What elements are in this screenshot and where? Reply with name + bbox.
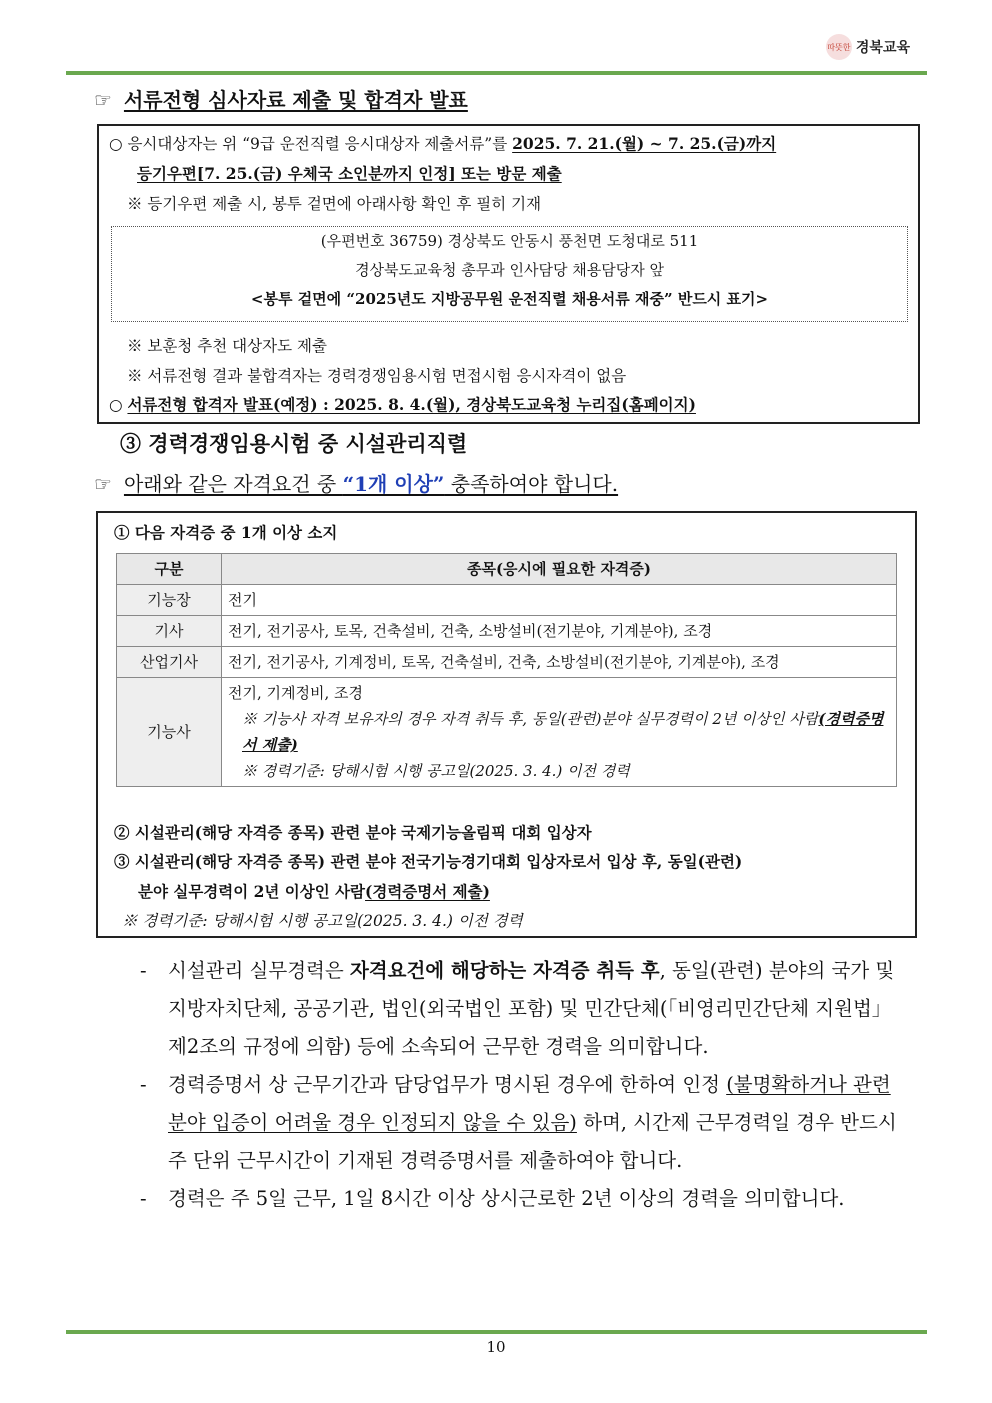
bullet-item: - 경력은 주 5일 근무, 1일 8시간 이상 상시근로한 2년 이상의 경력을 의미합니다. <box>140 1187 845 1210</box>
section1-heading <box>94 84 468 113</box>
qual-item1: ① 다음 자격증 중 1개 이상 소지 <box>114 523 338 542</box>
qualification-box <box>96 511 917 938</box>
header-logo <box>826 34 910 60</box>
section1-title: 서류전형 심사자료 제출 및 합격자 발표 <box>123 88 468 112</box>
table-row <box>117 647 897 678</box>
table-header-category: 구분 <box>117 554 222 585</box>
craftsman-items: 전기, 기계정비, 조경 <box>228 684 363 702</box>
qual-item3-emphasis: (경력증명서 제출) <box>365 882 490 901</box>
table-header-row <box>117 554 897 585</box>
section2-heading: ③ 경력경쟁임용시험 중 시설관리직렬 <box>120 431 468 456</box>
submission-note-envelope: ※ 등기우편 제출 시, 봉투 겉면에 아래사항 확인 후 필히 기재 <box>127 195 542 213</box>
submission-line1: ○ 응시대상자는 위 “9급 운전직렬 응시대상자 제출서류”를 2025. 7. 21.(월) ~ 7. 25.(금)까지 <box>109 134 777 153</box>
bottom-rule <box>66 1330 927 1334</box>
qual-item3-cont: 분야 실무경력이 2년 이상인 사람(경력증명서 제출) <box>138 882 490 901</box>
logo-emblem: 따뜻한 <box>826 34 852 60</box>
table-cell-items: 전기 <box>222 585 897 616</box>
qual-footnote: ※ 경력기준: 당해시험 시행 공고일(2025. 3. 4.) 이전 경력 <box>122 912 523 930</box>
requirement-line: ☞ 아래와 같은 자격요건 중 “1개 이상” 충족하여야 합니다. <box>94 472 619 496</box>
qual-item2: ② 시설관리(해당 자격증 종목) 관련 분야 국제기능올림픽 대회 입상자 <box>114 823 592 842</box>
table-cell-category: 산업기사 <box>117 647 222 678</box>
announcement-line: ○ 서류전형 합격자 발표(예정) : 2025. 8. 4.(월), 경상북도교육청 누리집(홈페이지) <box>109 395 696 414</box>
table-row <box>117 585 897 616</box>
submission-period: 2025. 7. 21.(월) ~ 7. 25.(금)까지 <box>512 134 777 153</box>
announcement-text: 서류전형 합격자 발표(예정) : 2025. 8. 4.(월), 경상북도교육청 누리집(홈페이지) <box>127 395 696 414</box>
address-line1: (우편번호 36759) 경상북도 안동시 풍천면 도청대로 511 <box>320 232 699 250</box>
pointing-hand-icon: ☞ <box>94 88 112 112</box>
table-cell-category: 기능장 <box>117 585 222 616</box>
craftsman-note2: ※ 경력기준: 당해시험 시행 공고일(2025. 3. 4.) 이전 경력 <box>242 762 630 780</box>
table-cell-items: 전기, 전기공사, 기계정비, 토목, 건축설비, 건축, 소방설비(전기분야, 기계분야), 조경 <box>222 647 897 678</box>
table-row <box>117 616 897 647</box>
bullet-item: - 경력증명서 상 근무기간과 담당업무가 명시된 경우에 한하여 인정 (불명확하거나 관련 분야 입증이 어려울 경우 인정되지 않을 수 있음) 하며, 시간제 근무경력일 경우 반드시 주 단위 근무시간이 기재된 경력증명서를 제출하여야 합니다. <box>140 1073 897 1172</box>
craftsman-note: ※ 기능사 자격 보유자의 경우 자격 취득 후, 동일(관련)분야 실무경력이 2년 이상인 사람(경력증명서 제출) <box>242 710 884 754</box>
top-rule <box>66 71 927 75</box>
submission-box <box>97 124 920 424</box>
table-cell-items <box>222 678 897 787</box>
submission-line2: 등기우편[7. 25.(금) 우체국 소인분까지 인정] 또는 방문 제출 <box>137 164 562 183</box>
table-header-items: 종목(응시에 필요한 자격증) <box>222 554 897 585</box>
bullet2-underlined: (불명확하거나 관련 분야 입증이 어려울 경우 인정되지 않을 수 있음) <box>168 1073 891 1134</box>
table-cell-category: 기사 <box>117 616 222 647</box>
envelope-address-box <box>111 226 908 322</box>
bullet1-emphasis: 자격요건에 해당하는 자격증 취득 후 <box>349 959 660 982</box>
qualification-table <box>116 553 897 787</box>
table-cell-items: 전기, 전기공사, 토목, 건축설비, 건축, 소방설비(전기분야, 기계분야), 조경 <box>222 616 897 647</box>
pointing-hand-icon: ☞ <box>94 472 112 496</box>
explanation-bullets <box>140 952 900 1218</box>
address-line2: 경상북도교육청 총무과 인사담당 채용담당자 앞 <box>355 261 664 279</box>
craftsman-note-emphasis: (경력증명서 제출) <box>242 710 884 754</box>
logo-text: 경북교육 <box>855 40 910 56</box>
table-cell-category: 기능사 <box>117 678 222 787</box>
qual-item3: ③ 시설관리(해당 자격증 종목) 관련 분야 전국기능경기대회 입상자로서 입상 후, 동일(관련) <box>114 852 743 871</box>
note-fail: ※ 서류전형 결과 불합격자는 경력경쟁임용시험 면접시험 응시자격이 없음 <box>127 367 627 385</box>
bullet-item: - 시설관리 실무경력은 자격요건에 해당하는 자격증 취득 후, 동일(관련) 분야의 국가 및 지방자치단체, 공공기관, 법인(외국법인 포함) 및 민간단체(「비영리민간단체 지원법」 제2조의 규정에 의함) 등에 소속되어 근무한 경력을 의미합니다. <box>140 959 895 1058</box>
requirement-quote: “1개 이상” <box>342 472 445 496</box>
table-row <box>117 678 897 787</box>
address-line3: <봉투 겉면에 “2025년도 지방공무원 운전직렬 채용서류 재중” 반드시 표기> <box>250 290 769 308</box>
note-veterans: ※ 보훈청 추천 대상자도 제출 <box>127 337 327 355</box>
page-number: 10 <box>486 1338 506 1356</box>
